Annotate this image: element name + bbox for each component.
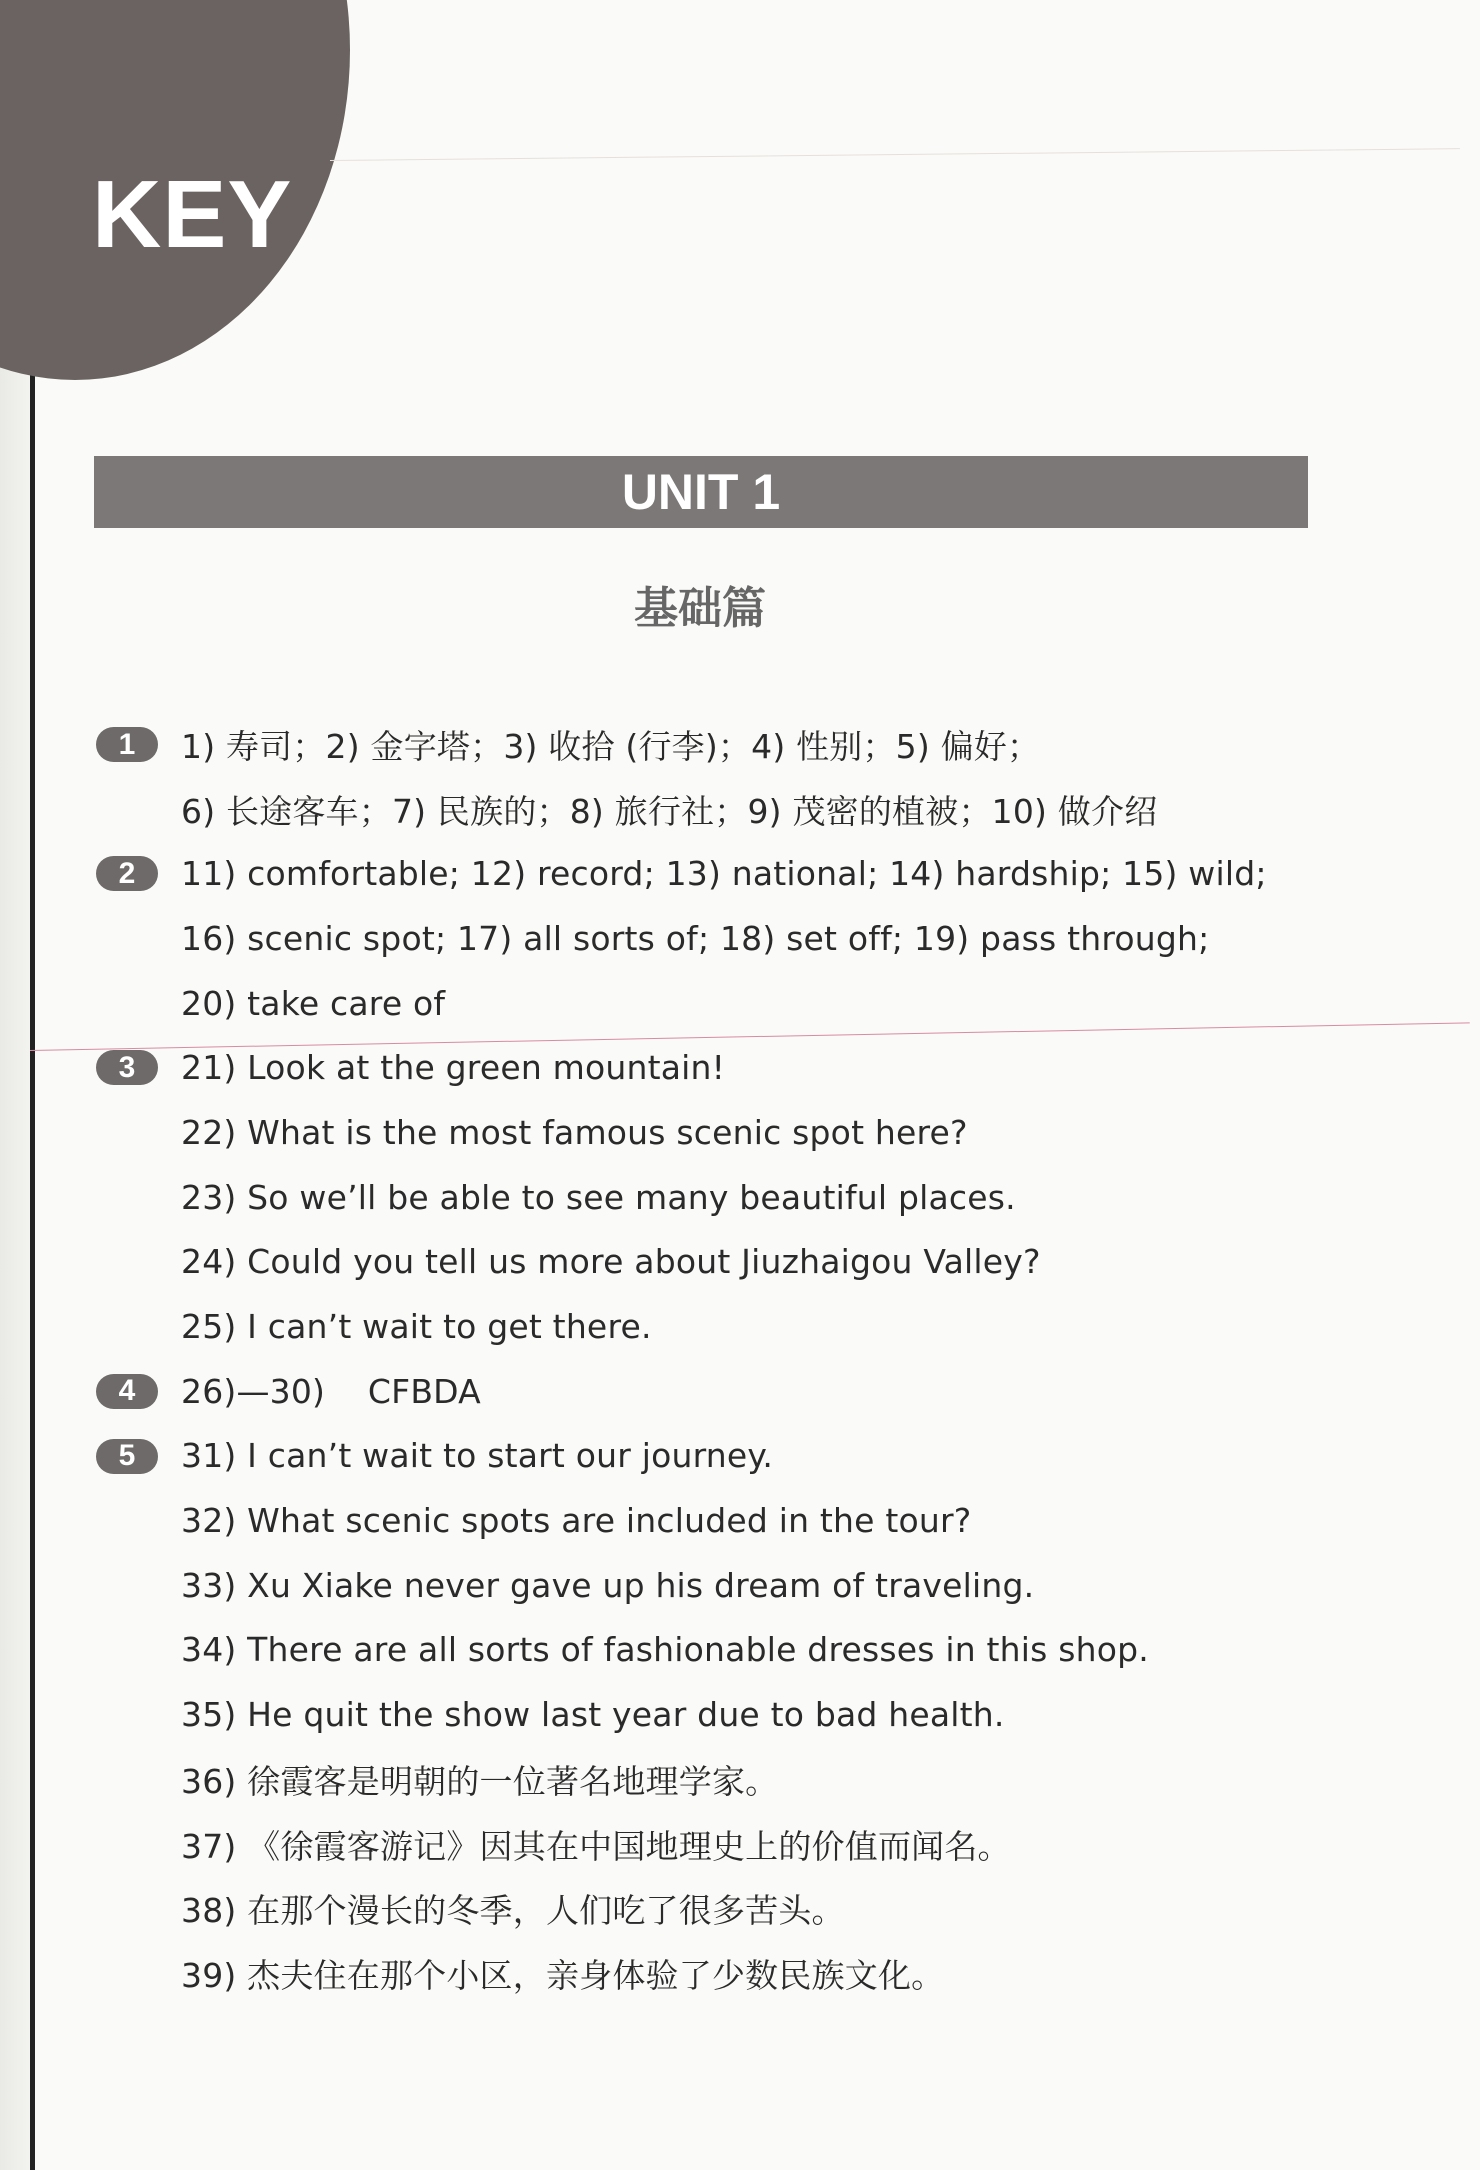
answer-line: 24) Could you tell us more about Jiuzhaigou Valley? (181, 1242, 1041, 1282)
key-title: KEY (92, 161, 293, 268)
answer-line: 16) scenic spot; 17) all sorts of; 18) set off; 19) pass through; (181, 918, 1210, 958)
answer-row (92, 1812, 1422, 1877)
answer-row (92, 1100, 1422, 1165)
answer-line: 35) He quit the show last year due to bad health. (181, 1695, 1005, 1735)
answer-line: 31) I can’t wait to start our journey. (181, 1436, 774, 1476)
answer-line: 6) 长途客车；7) 民族的；8) 旅行社；9) 茂密的植被；10) 做介绍 (181, 791, 1158, 831)
unit-banner (94, 456, 1308, 528)
answer-list (92, 712, 1422, 2006)
exercise-badge-5: 5 (96, 1439, 158, 1474)
answer-row (92, 712, 1422, 777)
answer-row (92, 1488, 1422, 1553)
answer-line: 11) comfortable; 12) record; 13) national; 14) hardship; 15) wild; (181, 854, 1267, 894)
answer-line: 34) There are all sorts of fashionable dresses in this shop. (181, 1630, 1149, 1670)
answer-line: 25) I can’t wait to get there. (181, 1307, 652, 1347)
answer-line: 37) 《徐霞客游记》因其在中国地理史上的价值而闻名。 (181, 1826, 1011, 1866)
answer-line: 1) 寿司；2) 金字塔；3) 收拾 (行李)；4) 性别；5) 偏好； (181, 726, 1041, 766)
answer-row (92, 1553, 1422, 1618)
answer-line: 39) 杰夫住在那个小区，亲身体验了少数民族文化。 (181, 1955, 945, 1995)
exercise-badge-4: 4 (96, 1374, 158, 1409)
answer-row (92, 1618, 1422, 1683)
answer-row (92, 841, 1422, 906)
answer-row (92, 1035, 1422, 1100)
answer-line: 32) What scenic spots are included in the tour? (181, 1501, 972, 1541)
answer-row (92, 1294, 1422, 1359)
answer-row (92, 1941, 1422, 2006)
answer-row (92, 777, 1422, 842)
answer-line: 21) Look at the green mountain! (181, 1048, 726, 1088)
section-title: 基础篇 (634, 583, 766, 634)
exercise-badge-2: 2 (96, 856, 158, 891)
answer-line: 26)—30) CFBDA (181, 1371, 481, 1411)
answer-line: 33) Xu Xiake never gave up his dream of traveling. (181, 1565, 1035, 1605)
answer-row (92, 971, 1422, 1036)
unit-title: UNIT 1 (621, 464, 781, 520)
answer-row (92, 1876, 1422, 1941)
exercise-badge-3: 3 (96, 1050, 158, 1085)
answer-row (92, 906, 1422, 971)
answer-row (92, 1424, 1422, 1489)
answer-row (92, 1230, 1422, 1295)
answer-row (92, 1359, 1422, 1424)
answer-line: 20) take care of (181, 983, 446, 1023)
answer-line: 23) So we’ll be able to see many beautiful places. (181, 1177, 1016, 1217)
answer-row (92, 1165, 1422, 1230)
answer-line: 22) What is the most famous scenic spot here? (181, 1112, 968, 1152)
answer-line: 38) 在那个漫长的冬季，人们吃了很多苦头。 (181, 1891, 845, 1931)
header-rule (330, 148, 1460, 161)
answer-line: 36) 徐霞客是明朝的一位著名地理学家。 (181, 1761, 779, 1801)
exercise-badge-1: 1 (96, 727, 158, 762)
answer-row (92, 1747, 1422, 1812)
answer-row (92, 1682, 1422, 1747)
